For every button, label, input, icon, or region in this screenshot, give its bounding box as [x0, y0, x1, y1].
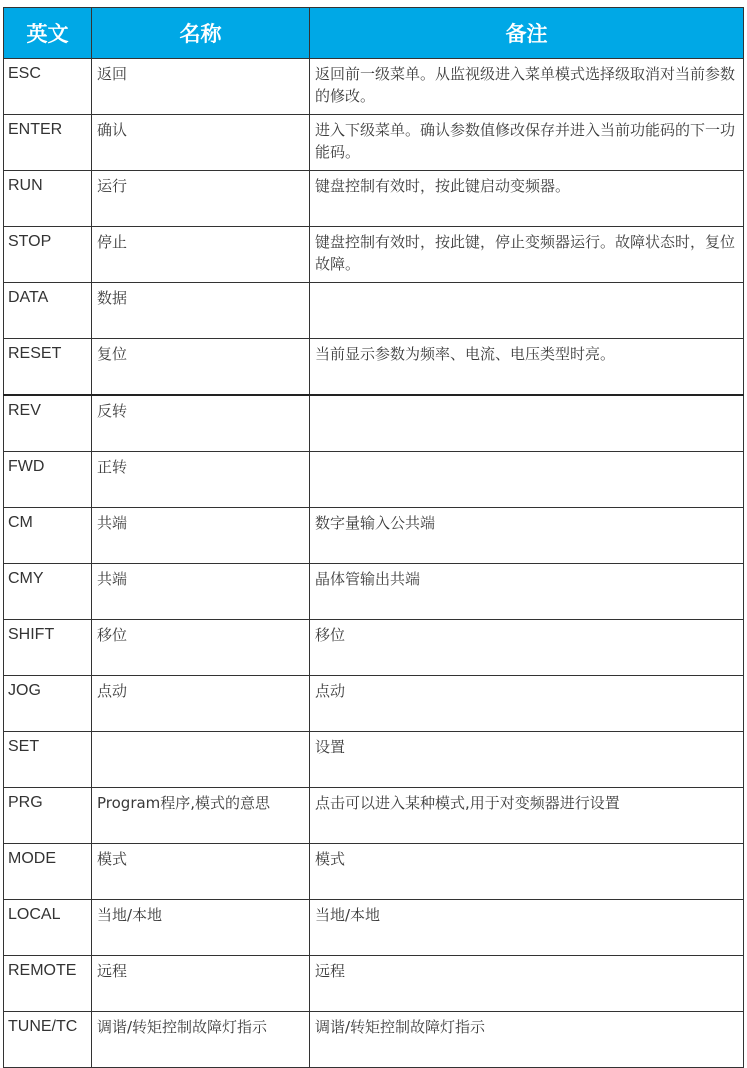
- cell-english: CM: [4, 508, 92, 564]
- cell-name: 调谐/转矩控制故障灯指示: [92, 1012, 310, 1068]
- cell-note: 键盘控制有效时，按此键启动变频器。: [310, 171, 744, 227]
- key-reference-table: [3, 7, 744, 1068]
- table-row: [4, 620, 744, 676]
- cell-note: [310, 283, 744, 339]
- cell-english: RESET: [4, 339, 92, 396]
- cell-note: 晶体管输出共端: [310, 564, 744, 620]
- cell-note: 进入下级菜单。确认参数值修改保存并进入当前功能码的下一功能码。: [310, 115, 744, 171]
- cell-english: CMY: [4, 564, 92, 620]
- cell-name: 点动: [92, 676, 310, 732]
- cell-name: 共端: [92, 564, 310, 620]
- cell-english: PRG: [4, 788, 92, 844]
- cell-name: 共端: [92, 508, 310, 564]
- cell-english: SHIFT: [4, 620, 92, 676]
- cell-english: ESC: [4, 59, 92, 115]
- cell-note: 模式: [310, 844, 744, 900]
- table-body: [4, 59, 744, 1068]
- header-note: 备注: [310, 8, 744, 59]
- cell-english: MODE: [4, 844, 92, 900]
- cell-english: TUNE/TC: [4, 1012, 92, 1068]
- cell-note: 点击可以进入某种模式,用于对变频器进行设置: [310, 788, 744, 844]
- table-row: [4, 283, 744, 339]
- table-row: [4, 227, 744, 283]
- cell-note: 移位: [310, 620, 744, 676]
- cell-english: FWD: [4, 452, 92, 508]
- cell-note: 键盘控制有效时，按此键，停止变频器运行。故障状态时，复位故障。: [310, 227, 744, 283]
- cell-name: 反转: [92, 395, 310, 452]
- cell-english: REV: [4, 395, 92, 452]
- table-row: [4, 115, 744, 171]
- cell-english: RUN: [4, 171, 92, 227]
- cell-name: 当地/本地: [92, 900, 310, 956]
- cell-note: 返回前一级菜单。从监视级进入菜单模式选择级取消对当前参数的修改。: [310, 59, 744, 115]
- table-row: [4, 339, 744, 396]
- header-english: 英文: [4, 8, 92, 59]
- cell-note: 当地/本地: [310, 900, 744, 956]
- cell-name: 复位: [92, 339, 310, 396]
- cell-english: SET: [4, 732, 92, 788]
- cell-name: 正转: [92, 452, 310, 508]
- cell-note: 设置: [310, 732, 744, 788]
- table-header: [4, 8, 744, 59]
- table-row: [4, 732, 744, 788]
- table-row: [4, 171, 744, 227]
- cell-english: ENTER: [4, 115, 92, 171]
- cell-english: JOG: [4, 676, 92, 732]
- table-row: [4, 508, 744, 564]
- cell-note: 点动: [310, 676, 744, 732]
- cell-english: REMOTE: [4, 956, 92, 1012]
- table-row: [4, 900, 744, 956]
- table-row: [4, 59, 744, 115]
- cell-english: STOP: [4, 227, 92, 283]
- cell-name: 远程: [92, 956, 310, 1012]
- header-row: [4, 8, 744, 59]
- cell-name: 返回: [92, 59, 310, 115]
- cell-note: [310, 452, 744, 508]
- cell-note: 调谐/转矩控制故障灯指示: [310, 1012, 744, 1068]
- cell-note: 当前显示参数为频率、电流、电压类型时亮。: [310, 339, 744, 396]
- table-row: [4, 676, 744, 732]
- table-row: [4, 844, 744, 900]
- cell-name: 移位: [92, 620, 310, 676]
- cell-english: DATA: [4, 283, 92, 339]
- cell-note: 数字量输入公共端: [310, 508, 744, 564]
- cell-name: Program程序,模式的意思: [92, 788, 310, 844]
- cell-note: [310, 395, 744, 452]
- table-row: [4, 788, 744, 844]
- cell-name: 运行: [92, 171, 310, 227]
- cell-name: 确认: [92, 115, 310, 171]
- cell-note: 远程: [310, 956, 744, 1012]
- header-name: 名称: [92, 8, 310, 59]
- table-row: [4, 564, 744, 620]
- cell-name: 模式: [92, 844, 310, 900]
- table-row: [4, 956, 744, 1012]
- cell-name: 停止: [92, 227, 310, 283]
- table-row: [4, 452, 744, 508]
- cell-english: LOCAL: [4, 900, 92, 956]
- cell-name: 数据: [92, 283, 310, 339]
- table-row: [4, 395, 744, 452]
- cell-name: [92, 732, 310, 788]
- table-row: [4, 1012, 744, 1068]
